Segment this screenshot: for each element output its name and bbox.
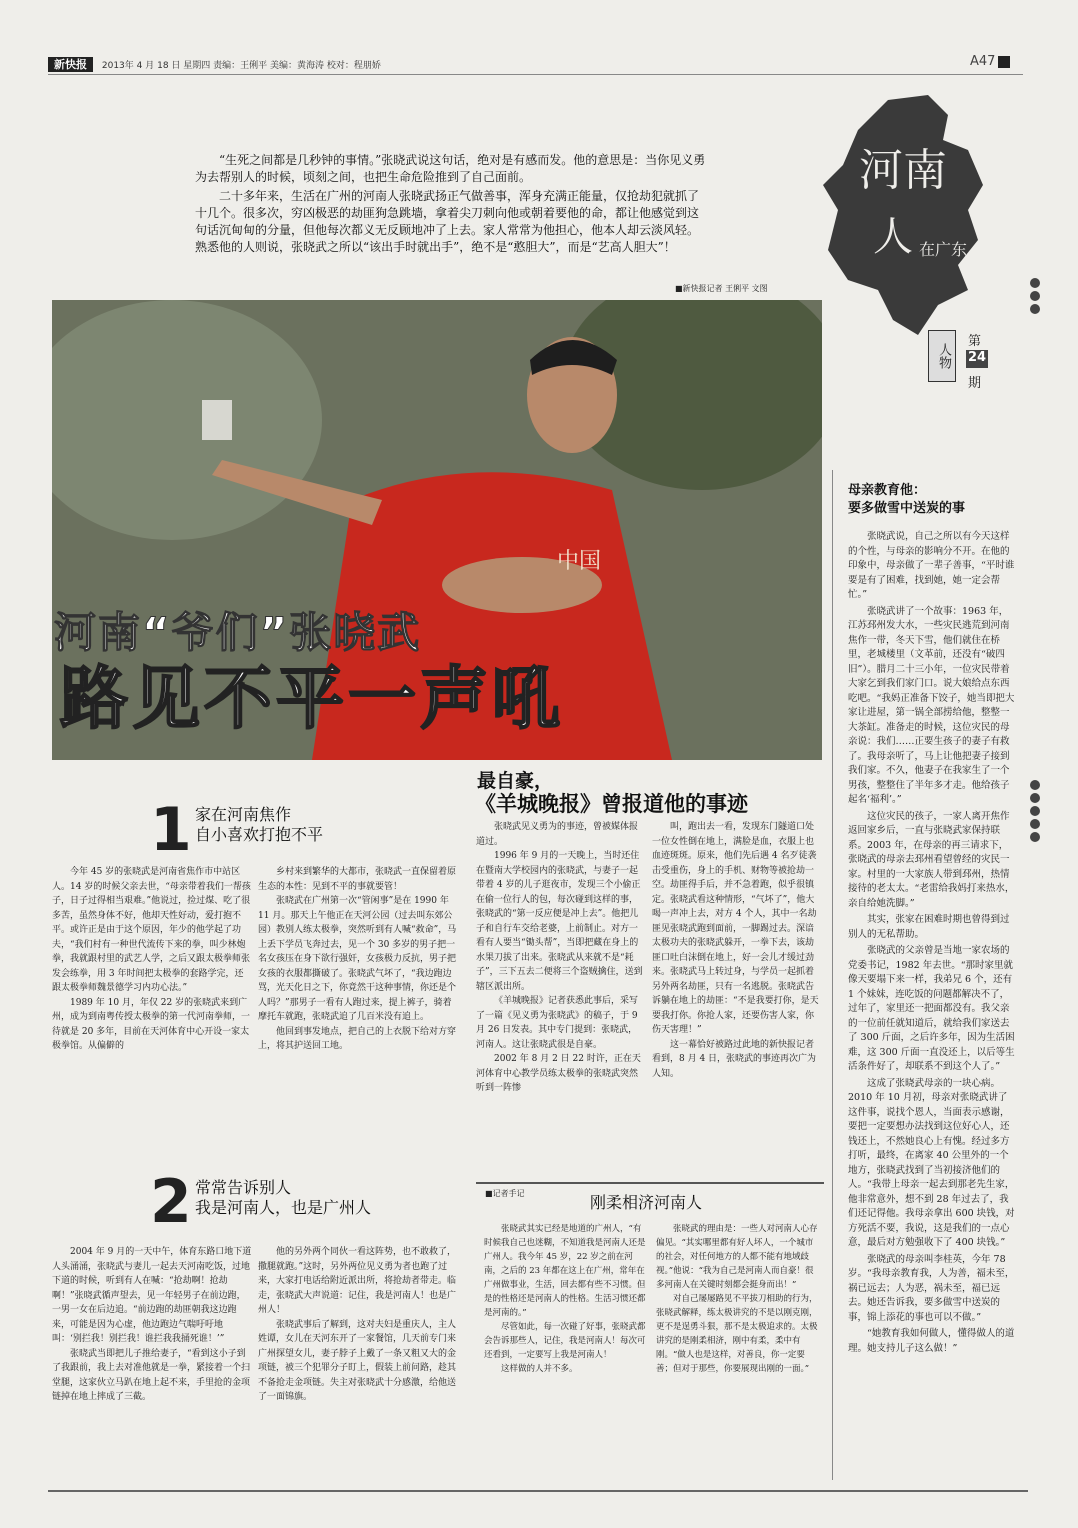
- map-label-henan: 河南: [859, 145, 947, 196]
- note-paragraph: 对自己屡屡路见不平拔刀相助的行为，张晓武解释，练太极讲究的不是以刚克刚，更不是逞勇斗狠，那不是太极追求的。太极讲究的是刚柔相济，刚中有柔，柔中有刚。“做人也是这样，对善良，你一定要善；但对于那些，你要展现出刚的一面。”: [656, 1294, 818, 1374]
- section-2-paragraph: 2004 年 9 月的一天中午，体育东路口地下道人头涌涌，张晓武与妻儿一起去天河南吃饭，过地下道的时候，听到有人在喊：“抢劫啊！抢劫啊！”张晓武循声望去，见一年轻男子在前边跑，一男一女在后边追。“前边跑的劫匪朝我这边跑来，可能是因为心虚，他边跑边气喘吁吁地叫：‘别拦我！别拦我！谁拦我我捅死谁！’”: [52, 1247, 252, 1344]
- page-number-label: A47: [970, 54, 996, 69]
- section-1-column-1: [52, 865, 252, 1054]
- note-paragraph: 张晓武的理由是：一些人对河南人心存偏见。“其实哪里都有好人坏人，一个城市的社会，对任何地方的人都不能有地域歧视。”他说：“我为自己是河南人而自豪！很多河南人在关键时刻都会挺身而出！”: [656, 1224, 818, 1290]
- sidebar-title-line-2: 要多做雪中送炭的事: [848, 501, 966, 516]
- note-title: 刚柔相济河南人: [590, 1193, 703, 1212]
- sidebar-paragraph: 其实，张家在困难时期也曾得到过别人的无私帮助。: [848, 914, 1010, 940]
- footer-rule: [48, 1490, 1028, 1492]
- decor-dots-top: [1030, 278, 1044, 317]
- intro-paragraph-1: “生死之间都是几秒钟的事情。”张晓武说这句话，绝对是有感而发。他的意思是：当你见义勇为去帮别人的时候，顷刻之间，也把生命危险推到了自己面前。: [195, 153, 706, 184]
- sidebar-title-line-1: 母亲教育他：: [848, 483, 927, 498]
- map-label-ren: 人: [873, 214, 913, 260]
- section-1-paragraph: 张晓武在广州第一次“管闲事”是在 1990 年 11 月。那天上午他正在天河公园（过去叫东郊公园）教别人练太极拳，突然听到有人喊“救命”，马上丢下学员飞奔过去，见一个 30 多岁的男子把一名女孩压在身下欲行强奸，女孩极力反抗，男子把女孩的衣服都撕破了。张晓武气坏了，“我边跑边骂，光天化日之下，你竟然干这种事情，你还是个人吗？”那男子一看有人跑过来，提上裤子，骑着摩托车就跑，张晓武追了几百米没有追上。: [258, 896, 457, 1022]
- middle-headline-1: 最自豪，: [477, 770, 554, 792]
- series-number: 24: [966, 350, 988, 368]
- section-2-number: 2: [150, 1167, 192, 1237]
- map-label-zai-guangdong: 在广东: [918, 240, 968, 259]
- middle-paragraph: 2002 年 8 月 2 日 22 时许，正在天河体育中心教学员练太极拳的张晓武突然听到一阵惨: [476, 1054, 641, 1093]
- section-1-number: 1: [150, 795, 192, 865]
- masthead: [48, 56, 1028, 74]
- sidebar-paragraph: 张晓武说，自己之所以有今天这样的个性，与母亲的影响分不开。在他的印象中，母亲做了一辈子善事，“平时谁要是有了困难，找到她，她一定会帮忙。”: [848, 531, 1015, 600]
- section-1-column-2: [258, 865, 458, 1054]
- middle-paragraph: 叫，跑出去一看，发现东门隧道口处一位女性倒在地上，满脸是血，衣服上也血迹斑斑。原来，他们先后遇 4 名歹徒袭击受重伤，身上的手机、财物等被抢劫一空。劫匪得手后，并不急着跑，似乎很镇定。张晓武看这种情形，“气坏了”，他大喝一声冲上去，对方 4 个人，其中一名劫匪见张晓武跑到面前，一脚踢过去。深谙太极功夫的张晓武躲开，一拳下去，该劫匪口吐白沫倒在地上，好一会儿才缓过劲来。张晓武马上转过身，与学员一起抓着另外两名劫匪，只有一名逃脱。张晓武告诉躺在地上的劫匪：“不是我要打你，是天要我打你。你抢人家，还要伤害人家，你伤天害理！”: [652, 822, 819, 1035]
- section-1-paragraph: 他回到事发地点，把自己的上衣脱下给对方穿上，将其护送回工地。: [258, 1026, 457, 1051]
- section-1-paragraph: 乡村来到繁华的大都市，张晓武一直保留着原生态的本性：见到不平的事就要管！: [258, 867, 457, 892]
- section-2-column-2: [258, 1245, 458, 1405]
- note-paragraph: 张晓武其实已经是地道的广州人，“有时候我自己也迷糊，不知道我是河南人还是广州人。我今年 45 岁，22 岁之前在河南，之后的 23 年都在这上在广州，常年在广州做事业，生活，回去都有些不习惯。但是的性格还是河南人的性格。生活习惯还都是河南的。”: [484, 1224, 646, 1318]
- middle-headline-2: 《羊城晚报》曾报道他的事迹: [475, 792, 748, 816]
- masthead-rule: [48, 74, 1023, 75]
- section-1-title-line-2: 自小喜欢打抱不平: [195, 825, 324, 844]
- section-1-paragraph: 今年 45 岁的张晓武是河南省焦作市中站区人。14 岁的时候父亲去世，“母亲带着我们一帮孩子，日子过得相当艰难。”他说过，捡过煤、吃了很多苦，虽然身体不好，他却天性好动，爱打抱不平。或许正是由于这个原因，年少的他学起了功夫，“我们村有一种世代流传下来的拳，叫少林炮拳，我就跟村里的武艺人学，之后又跟太极拳师张发会练拳，用 3 年时间把太极拳的套路学完，还跟太极拳师魏景德学习内功心法。”: [52, 867, 251, 993]
- shirt-text: 中国: [557, 549, 602, 574]
- intro-paragraph-2: 二十多年来，生活在广州的河南人张晓武扬正气做善事，浑身充满正能量，仅抢劫犯就抓了十几个。很多次，穷凶极恶的劫匪狗急跳墙，拿着尖刀刺向他或朝着要他的命，都让他感觉到这句话沉甸甸的分量，但他每次都义无反顾地冲了上去。家人常常为他担心，他本人却云淡风轻。熟悉他的人则说，张晓武之所以“该出手时就出手”，绝不是“憨胆大”，而是“艺高人胆大”！: [195, 189, 700, 254]
- sidebar-body: [848, 530, 1016, 1358]
- section-1-title-line-1: 家在河南焦作: [195, 805, 292, 824]
- note-paragraph: 这样做的人并不多。: [501, 1364, 578, 1374]
- section-2-title-line-1: 常常告诉别人: [195, 1178, 292, 1197]
- page-number: [970, 54, 1010, 69]
- section-2-paragraph: 张晓武事后了解到，这对夫妇是重庆人，主人姓谭，女儿在天河东开了一家餐馆，几天前专门来广州探望女儿，妻子脖子上戴了一条又粗又大的金项链，被三个犯罪分子盯上，假装上前问路，趁其不备抢走金项链。失主对张晓武十分感激，给他送了一面锦旗。: [258, 1319, 457, 1402]
- headline-line-1: 河南“爷们”张晓武: [54, 608, 422, 657]
- section-2-column-1: [52, 1245, 252, 1405]
- middle-paragraph: 张晓武见义勇为的事迹，曾被媒体报道过。: [476, 822, 639, 847]
- middle-column-1: [476, 820, 646, 1096]
- intro-text: [195, 152, 710, 258]
- byline: ■新快报记者 王俐平 文图: [675, 284, 768, 293]
- newspaper-brand: 新快报: [48, 57, 93, 72]
- sidebar-title: [848, 482, 965, 518]
- middle-paragraph: 这一幕恰好被路过此地的新快报记者看到，8 月 4 日，张晓武的事迹再次广为人知。: [652, 1039, 817, 1079]
- sidebar-paragraph: “她教育我如何做人，懂得做人的道理。她支持儿子这么做！”: [848, 1328, 1015, 1354]
- middle-paragraph: 《羊城晚报》记者获悉此事后，采写了一篇《见义勇为张晓武》的稿子，于 9 月 26 日发表。其中专门提到：张晓武，河南人。这让张晓武很是自豪。: [476, 996, 639, 1050]
- series-label: 人物: [928, 330, 956, 382]
- section-2-paragraph: 张晓武当即把儿子推给妻子，“看到这小子到了我跟前，我上去对准他就是一拳，紧接着一个扫堂腿，这家伙立马趴在地上起不来，手里抢的金项链掉在地上摔成了三截。: [52, 1348, 251, 1402]
- section-2-title: [195, 1178, 371, 1218]
- sidebar-paragraph: 张晓武讲了一个故事：1963 年，江苏邳州发大水，一些灾民逃荒到河南焦作一带，冬天下雪，他们就住在桥里，老城楼里（文革前，还没有“破四旧”）。腊月二十三小年，一位灾民带着大家乞到我们家门口。说大娘给点东西吃吧。“我妈正准备下饺子，她当即把大家让进屋，第一锅全部捞给他，整整一大茶缸。准备走的时候，这位灾民的母亲说：我们……正要生孩子的妻子有救了。我母亲听了，马上让他把妻子接到我们家。不久，他妻子在我家生了一个男孩，整整住了半年多才走。他给孩子起名‘福利’。”: [848, 605, 1015, 805]
- series-prefix: 第: [968, 334, 982, 349]
- sidebar-paragraph: 张晓武的父亲曾是当地一家农场的党委书记，1982 年去世。“那时家里就像天要塌下来一样，我弟兄 6 个，还有 1 个妹妹，连吃饭的问题都解决不了，过年了，家里还一把面都没有。我父亲的一位前任就知道后，就给我们家送去了 300 斤面，之后许多年，因为生活困难，这 300 斤面一直没还上，以后等生活条件好了，却联系不到这个人了。”: [848, 945, 1015, 1072]
- masthead-info: 2013年 4 月 18 日 星期四 责编：王俐平 美编：黄海涛 校对：程朋娇: [101, 61, 381, 71]
- middle-column-2: [652, 820, 822, 1081]
- sidebar-paragraph: 这位灾民的孩子，一家人离开焦作返回家乡后，一直与张晓武家保持联系。2003 年，在母亲的再三请求下，张晓武的母亲去邳州看望曾经的灾民一家。村里的一大家族人带到邳州，热情接待的老太太。“老雷给我妈打来热水，亲自给她洗脚。”: [848, 810, 1015, 909]
- note-paragraph: 尽管如此，每一次碰了好事，张晓武都会告诉那些人，记住，我是河南人！每次可还看到，一定要写上我是河南人！: [484, 1322, 646, 1360]
- section-2-title-line-2: 我是河南人，也是广州人: [195, 1198, 372, 1217]
- section-2-paragraph: 他的另外两个同伙一看这阵势，也不敢救了，撒腿就跑。”这时，另外两位见义勇为者也跑了过来，大家打电话给附近派出所，将抢劫者带走。临走，张晓武大声说道：记住，我是河南人！也是广州人！: [258, 1247, 457, 1315]
- sidebar-paragraph: 张晓武的母亲叫李桂英，今年 78 岁。“我母亲教育我，人为善，福未至，祸已远去；人为恶，祸未至，福已远去。她还告诉我，要多做雪中送炭的事，锦上添花的事也可以不做。”: [848, 1253, 1015, 1323]
- sidebar-divider: [832, 470, 833, 1480]
- sidebar-paragraph: 这成了张晓武母亲的一块心病。2010 年 10 月初，母亲对张晓武讲了这件事，说找个恩人，当面表示感谢，要把一定要想办法找到这位好心人，还钱还上，不然她良心上有愧。经过多方打听，最终，在离家 40 公里外的一个地方，张晓武找到了当初接济他们的人。“我带上母亲一起去到那老先生家，他非常意外，想不到 28 年过去了，我们还记得他。我母亲拿出 600 块钱，对方死活不要，我说，这是我们的一点心意，最后对方勉强收下了 400 块钱。”: [848, 1077, 1015, 1248]
- decor-dots-middle: [1030, 780, 1044, 845]
- middle-paragraph: 1996 年 9 月的一天晚上，当时还住在暨南大学校园内的张晓武，与妻子一起带着 4 岁的儿子逛夜市，发现三个小偷正在偷一位行人的包，每次碰到这样的事，张晓武的“第一反应便是冲上去”。他把儿子和自行车交给老婆，上前制止。对方一看有人要当“锄头帮”，当即把藏在身上的水果刀拔了出来。张晓武从来就不是“耗子”，三下五去二便将三个盗贼擒住，送到辖区派出所。: [476, 851, 643, 992]
- henan-map-icon: [818, 90, 988, 350]
- note-label: ■记者手记: [485, 1189, 525, 1198]
- note-column-2: [656, 1222, 818, 1376]
- headline-line-2: 路见不平一声吼: [60, 660, 565, 739]
- note-column-1: [484, 1222, 646, 1376]
- section-1-paragraph: 1989 年 10 月，年仅 22 岁的张晓武来到广州，成为到南粤传授太极拳的第一代河南拳师，一待就是 20 多年，目前在天河体育中心开设一家太极拳馆。从偏僻的: [52, 997, 251, 1051]
- section-1-title: [195, 805, 323, 845]
- page-number-block-icon: [998, 56, 1010, 68]
- series-suffix: 期: [968, 376, 982, 391]
